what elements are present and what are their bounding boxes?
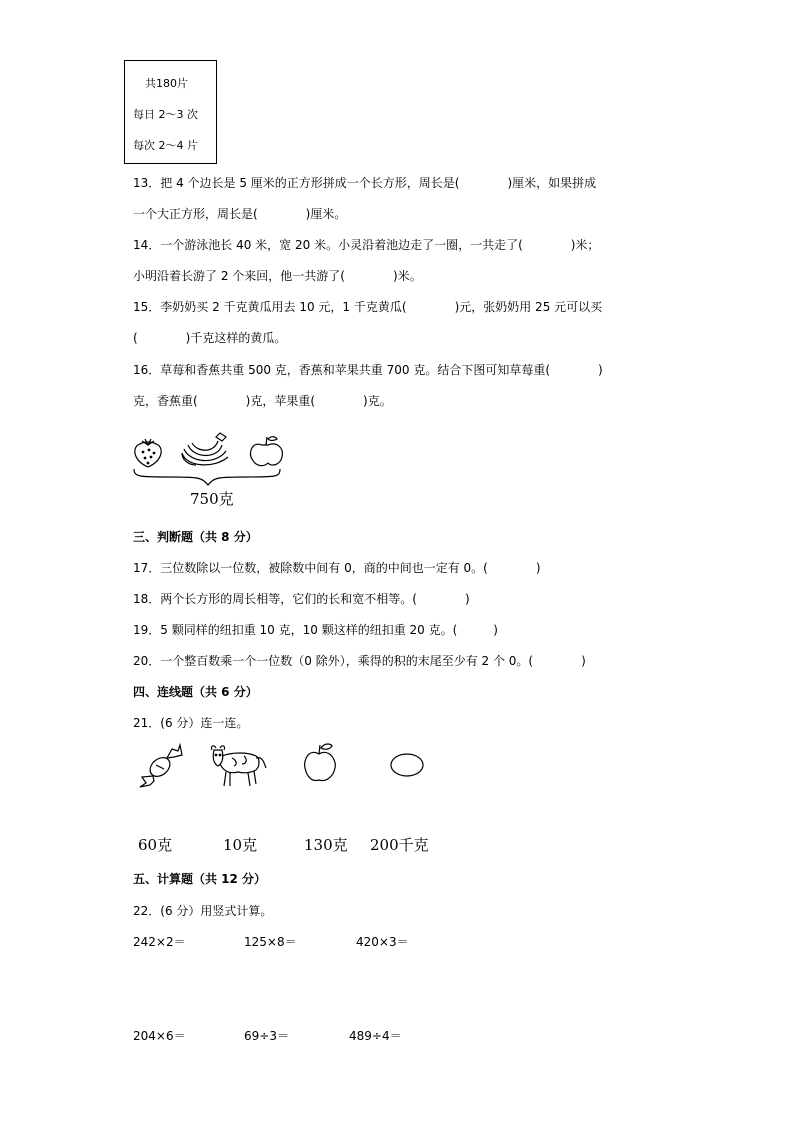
question-15-line2: ( )千克这样的黄瓜。 [133,331,287,345]
section-3-title: 三、判断题（共 8 分） [133,530,258,544]
egg-icon [388,750,426,780]
dosage-daily: 每日 2～3 次 [133,108,198,121]
calc-6: 489÷4＝ [349,1029,402,1043]
section-4-title: 四、连线题（共 6 分） [133,685,258,699]
weight-option-1: 60克 [138,836,173,854]
curly-brace [134,469,280,485]
candy-icon [138,743,186,789]
fruit-figure [130,425,290,487]
dosage-each: 每次 2～4 片 [133,139,198,152]
question-15-line1: 15．李奶奶买 2 千克黄瓜用去 10 元，1 千克黄瓜( )元，张奶奶用 25 元可以买 [133,300,603,314]
question-16-line2: 克，香蕉重( )克，苹果重( )克。 [133,394,392,408]
question-18: 18．两个长方形的周长相等，它们的长和宽不相等。( ) [133,592,470,606]
question-16-line1: 16．草莓和香蕉共重 500 克，香蕉和苹果共重 700 克。结合下图可知草莓重( ) [133,363,603,377]
question-13-line1: 13．把 4 个边长是 5 厘米的正方形拼成一个长方形，周长是( )厘米，如果拼成 [133,176,597,190]
calc-2: 125×8＝ [244,935,297,949]
calc-1: 242×2＝ [133,935,186,949]
question-14-line1: 14．一个游泳池长 40 米，宽 20 米。小灵沿着池边走了一圈，一共走了( )米； [133,238,600,252]
weight-option-2: 10克 [223,836,258,854]
weight-option-4: 200千克 [370,836,429,854]
strawberry-icon [135,439,161,467]
question-13-line2: 一个大正方形，周长是( )厘米。 [133,207,347,221]
question-19: 19．5 颗同样的纽扣重 10 克，10 颗这样的纽扣重 20 克。( ) [133,623,498,637]
question-21: 21．(6 分）连一连。 [133,716,249,730]
section-5-title: 五、计算题（共 12 分） [133,872,267,886]
calc-4: 204×6＝ [133,1029,186,1043]
calc-5: 69÷3＝ [244,1029,289,1043]
calc-3: 420×3＝ [356,935,409,949]
question-22: 22．(6 分）用竖式计算。 [133,904,273,918]
question-17: 17．三位数除以一位数，被除数中间有 0，商的中间也一定有 0。( ) [133,561,541,575]
apple-icon [301,742,339,784]
fruit-total-weight: 750克 [190,490,234,508]
question-14-line2: 小明沿着长游了 2 个来回，他一共游了( )米。 [133,269,422,283]
dosage-box [124,60,217,164]
weight-option-3: 130克 [304,836,348,854]
apple-icon [250,437,282,466]
question-20: 20．一个整百数乘一个一位数（0 除外），乘得的积的末尾至少有 2 个 0。( ) [133,654,586,668]
ox-icon [208,742,268,790]
dosage-total: 共180片 [145,77,188,90]
banana-icon [182,433,228,465]
